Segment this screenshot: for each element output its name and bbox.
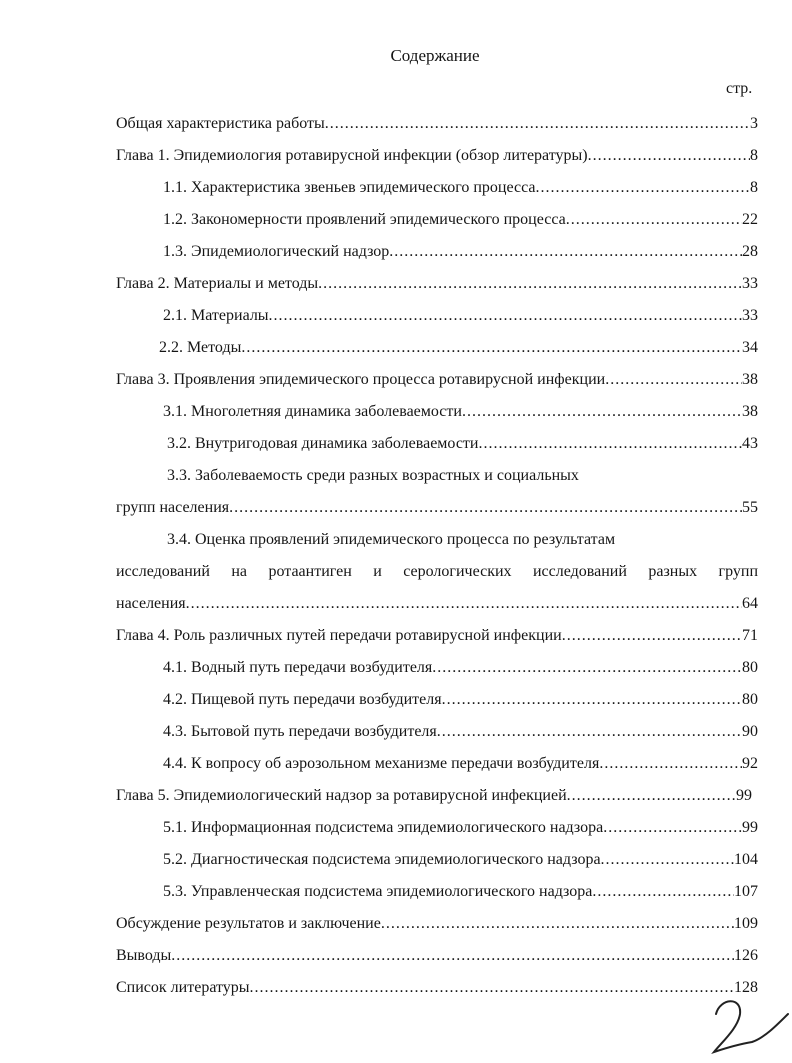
toc-entry-title: 3.2. Внутригодовая динамика заболеваемости xyxy=(167,435,479,452)
toc-subentry xyxy=(163,754,758,774)
leader-dots xyxy=(241,338,742,358)
toc-subentry xyxy=(163,658,758,678)
toc-entry-title: 3.1. Многолетняя динамика заболеваемости xyxy=(163,403,462,420)
toc-entry xyxy=(116,114,758,134)
toc-entry-page: 28 xyxy=(742,243,758,260)
leader-dots xyxy=(566,210,742,230)
toc-entry-title: групп населения xyxy=(116,499,230,516)
toc-entry-page: 64 xyxy=(742,595,758,612)
toc-entry-title: 4.4. К вопросу об аэрозольном механизме передачи возбудителя xyxy=(163,755,600,772)
leader-dots xyxy=(478,434,742,454)
toc-entry xyxy=(116,786,752,806)
handwritten-signature xyxy=(700,992,790,1058)
leader-dots xyxy=(535,178,750,198)
toc-entry-title: Глава 3. Проявления эпидемического процесса ротавирусной инфекции xyxy=(116,371,606,388)
leader-dots xyxy=(592,882,734,902)
leader-dots xyxy=(389,242,742,262)
toc-entry-title: Глава 4. Роль различных путей передачи ротавирусной инфекции xyxy=(116,627,562,644)
toc-entry-page: 38 xyxy=(742,403,758,420)
leader-dots xyxy=(432,658,742,678)
leader-dots xyxy=(318,274,742,294)
toc-entry-page: 71 xyxy=(742,627,758,644)
leader-dots xyxy=(250,978,734,998)
toc-entry-title: 4.2. Пищевой путь передачи возбудителя xyxy=(163,691,442,708)
toc-entry-page: 109 xyxy=(734,915,758,932)
leader-dots xyxy=(186,594,742,614)
toc-subentry xyxy=(163,210,758,230)
toc-entry-page: 126 xyxy=(734,947,758,964)
toc-entry-page: 80 xyxy=(742,691,758,708)
toc-entry-page: 90 xyxy=(742,723,758,740)
toc-entry-title: Общая характеристика работы xyxy=(116,115,325,132)
leader-dots xyxy=(325,114,750,134)
toc-subentry xyxy=(163,402,758,422)
leader-dots xyxy=(381,914,734,934)
toc-entry xyxy=(116,978,758,998)
toc-entry-title: Список литературы xyxy=(116,979,250,996)
toc-entry-page: 80 xyxy=(742,659,758,676)
toc-entry-page: 92 xyxy=(742,755,758,772)
toc-subentry-title-line: 3.4. Оценка проявлений эпидемического процесса по результатам xyxy=(167,531,616,548)
leader-dots xyxy=(603,818,742,838)
toc-entry-page: 128 xyxy=(734,979,758,996)
toc-subentry xyxy=(163,882,758,902)
toc-subentry xyxy=(163,306,758,326)
page-column-header: стр. xyxy=(726,80,753,97)
toc-entry xyxy=(116,626,758,646)
toc-entry-page: 43 xyxy=(742,435,758,452)
toc-entry-title: Выводы xyxy=(116,947,172,964)
leader-dots xyxy=(599,754,742,774)
leader-dots xyxy=(229,498,742,518)
toc-entry xyxy=(116,946,758,966)
leader-dots xyxy=(588,146,750,166)
toc-entry xyxy=(116,914,758,934)
leader-dots xyxy=(437,722,742,742)
toc-entry xyxy=(116,146,758,166)
toc-subentry-title-line: 3.3. Заболеваемость среди разных возрастных и социальных xyxy=(167,467,579,484)
toc-subentry xyxy=(163,690,758,710)
toc-subentry xyxy=(163,178,758,198)
toc-entry-continuation xyxy=(116,594,758,614)
toc-entry-title: 4.1. Водный путь передачи возбудителя xyxy=(163,659,433,676)
toc-entry-page: 55 xyxy=(742,499,758,516)
toc-entry-title: 1.1. Характеристика звеньев эпидемического процесса xyxy=(163,179,536,196)
toc-entry-title: Обсуждение результатов и заключение xyxy=(116,915,381,932)
toc-entry-page: 38 xyxy=(742,371,758,388)
toc-entry-continuation xyxy=(116,498,758,518)
toc-entry-title: 5.1. Информационная подсистема эпидемиологического надзора xyxy=(163,819,604,836)
toc-entry-title: 2.2. Методы xyxy=(159,339,242,356)
toc-entry-page: 22 xyxy=(742,211,758,228)
toc-entry-page: 8 xyxy=(750,147,758,164)
toc-entry-page: 99 xyxy=(736,787,752,804)
toc-subentry xyxy=(159,338,758,358)
toc-entry-title: Глава 2. Материалы и методы xyxy=(116,275,319,292)
leader-dots xyxy=(605,370,742,390)
leader-dots xyxy=(269,306,742,326)
toc-subentry xyxy=(167,434,758,454)
toc-entry-title: 5.3. Управленческая подсистема эпидемиологического надзора xyxy=(163,883,593,900)
toc-entry-page: 3 xyxy=(750,115,758,132)
toc-entry xyxy=(116,274,758,294)
toc-entry-page: 107 xyxy=(734,883,758,900)
toc-entry-title: 2.1. Материалы xyxy=(163,307,269,324)
leader-dots xyxy=(567,786,736,806)
toc-subentry xyxy=(163,722,758,742)
toc-entry-page: 33 xyxy=(742,307,758,324)
toc-entry-page: 33 xyxy=(742,275,758,292)
toc-entry-title: населения xyxy=(116,595,186,612)
toc-entry-title: Глава 1. Эпидемиология ротавирусной инфекции (обзор литературы) xyxy=(116,147,588,164)
toc-subentry xyxy=(163,242,758,262)
leader-dots xyxy=(462,402,742,422)
toc-entry-title: 4.3. Бытовой путь передачи возбудителя xyxy=(163,723,437,740)
toc-subentry xyxy=(163,850,758,870)
leader-dots xyxy=(171,946,734,966)
toc-subentry xyxy=(163,818,758,838)
toc-entry-title: 5.2. Диагностическая подсистема эпидемиологического надзора xyxy=(163,851,601,868)
toc-entry-page: 34 xyxy=(742,339,758,356)
toc-entry xyxy=(116,370,758,390)
leader-dots xyxy=(601,850,734,870)
leader-dots xyxy=(442,690,742,710)
toc-entry-page: 104 xyxy=(734,851,758,868)
toc-entry-title: Глава 5. Эпидемиологический надзор за ротавирусной инфекцией xyxy=(116,787,567,804)
page-title: Содержание xyxy=(390,46,480,65)
leader-dots xyxy=(562,626,742,646)
toc-entry-title: 1.3. Эпидемиологический надзор xyxy=(163,243,390,260)
toc-entry-page: 8 xyxy=(750,179,758,196)
toc-subentry-title-line: исследований на ротаантиген и серологических исследований разных групп xyxy=(116,563,758,580)
toc-entry-title: 1.2. Закономерности проявлений эпидемического процесса xyxy=(163,211,566,228)
toc-entry-page: 99 xyxy=(742,819,758,836)
